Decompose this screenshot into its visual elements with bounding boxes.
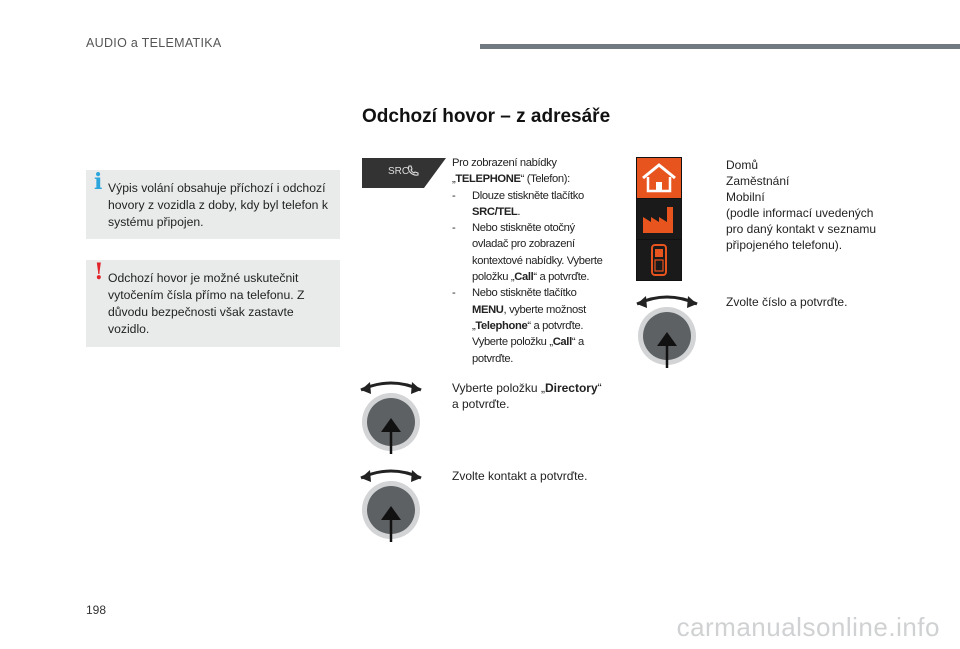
info-note-text: Výpis volání obsahuje příchozí i odchozí hovory z vozidla z doby, kdy byl telefon k systému připojen. [108, 181, 328, 229]
telephone-instructions [452, 155, 618, 367]
types-note-line: připojeného telefonu). [726, 238, 843, 252]
watermark: carmanualsonline.info [676, 612, 940, 642]
type-home-label: Domů [726, 158, 759, 172]
menu-keyword: MENU [472, 303, 504, 316]
section-title: AUDIO a TELEMATIKA [86, 36, 222, 50]
header-rule [480, 44, 960, 49]
select-contact-text: Zvolte kontakt a potvrďte. [452, 469, 588, 483]
bullet-2: - Nebo stiskněte otočný ovladač pro zobrazení kontextové nabídky. Vyberte položku „Call“ a potvrďte. [452, 222, 603, 284]
phone-icon [407, 165, 419, 177]
type-mobile-label: Mobilní [726, 190, 765, 204]
types-note-line: pro daný kontakt v seznamu [726, 222, 877, 236]
rotary-knob-icon [358, 378, 424, 454]
telephone-keyword: TELEPHONE [455, 173, 521, 186]
home-icon [637, 158, 681, 198]
directory-keyword: Directory [544, 381, 598, 395]
page-heading: Odchozí hovor – z adresáře [362, 106, 611, 127]
intro-line: Pro zobrazení nabídky [452, 157, 557, 169]
warning-note [86, 260, 340, 347]
contact-types-list [726, 157, 896, 253]
type-work-label: Zaměstnání [726, 174, 790, 188]
factory-icon [637, 199, 681, 239]
bullet-1: - Dlouze stiskněte tlačítko SRC/TEL. [452, 189, 584, 218]
src-button-icon [362, 157, 448, 189]
src-button-label: SRC [388, 166, 410, 177]
select-number-text: Zvolte číslo a potvrďte. [726, 295, 848, 309]
rotary-knob-icon [634, 292, 700, 368]
src-tel-keyword: SRC/TEL [472, 205, 518, 218]
select-directory-text: Vyberte položku „Directory“ a potvrďte. [452, 381, 602, 411]
bullet-3: - Nebo stiskněte tlačítko MENU, vyberte možnost „Telephone“ a potvrďte. Vyberte položku „Call“ a potvrďte. [452, 287, 586, 365]
contact-type-icons [636, 157, 682, 281]
warning-icon: ! [94, 259, 104, 285]
types-note-line: (podle informací uvedených [726, 206, 874, 220]
info-note [86, 170, 340, 239]
page-number: 198 [86, 603, 107, 617]
warning-note-text: Odchozí hovor je možné uskutečnit vytočením čísla přímo na telefonu. Z důvodu bezpečnosti však zastavte vozidlo. [108, 271, 305, 336]
rotary-knob-icon [358, 466, 424, 542]
intro-line-2: „TELEPHONE“ (Telefon): [452, 173, 570, 186]
info-icon: i [94, 169, 103, 195]
mobile-phone-icon [637, 240, 681, 280]
